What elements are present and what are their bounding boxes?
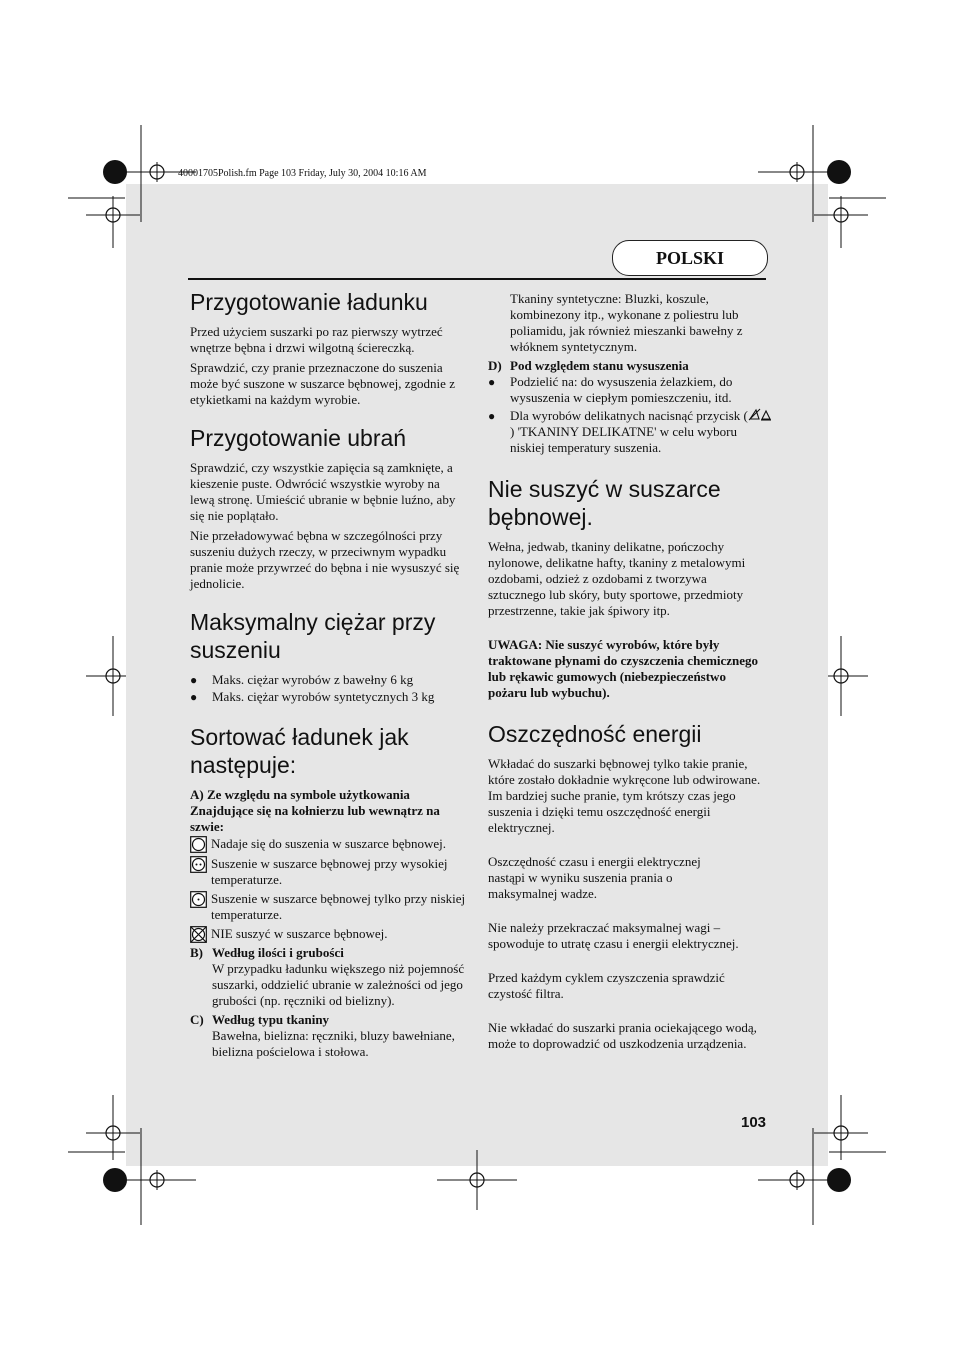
subheading-a: A) Ze względu na symbole użytkowania Znajdujące się na kołnierzu lub wewnątrz na szwie: — [190, 787, 440, 834]
care-symbol-row — [190, 891, 466, 923]
paragraph: Sprawdzić, czy pranie przeznaczone do suszenia może być suszone w suszarce bębnowej, zgodnie z etykietkami na każdym wyrobie. — [190, 360, 455, 407]
tumble-dry-low-icon — [190, 891, 207, 908]
language-badge: POLSKI — [612, 240, 768, 276]
list-item-text: Maks. ciężar wyrobów z bawełny 6 kg — [212, 672, 414, 687]
paragraph: Przed każdym cyklem czyszczenia sprawdzić czystość filtra. — [488, 970, 725, 1001]
section-title-load-prep: Przygotowanie ładunku — [190, 289, 428, 315]
warning-text: UWAGA: Nie suszyć wyrobów, które były traktowane płynami do czyszczenia chemicznego lub rękawic gumowych (niebezpieczeństwo pożaru lub wybuchu). — [488, 637, 759, 700]
paragraph: Nie należy przekraczać maksymalnej wagi – spowoduje to utratę czasu i energii elektrycznej. — [488, 920, 739, 951]
list-item — [190, 689, 466, 705]
care-symbol-text: Suszenie w suszarce bębnowej przy wysokiej temperaturze. — [211, 856, 448, 887]
subsection-label: B) — [190, 945, 203, 960]
tumble-dry-icon — [190, 836, 207, 853]
subsection-label: D) — [488, 358, 502, 373]
left-column — [190, 282, 466, 1060]
bullet-icon: ● — [190, 673, 198, 687]
care-symbol-text: NIE suszyć w suszarce bębnowej. — [211, 926, 388, 941]
subsection-d — [488, 358, 772, 374]
subsection-heading: Według typu tkaniny — [212, 1012, 330, 1027]
list-item — [190, 672, 466, 688]
care-symbol-row — [190, 836, 466, 853]
bullet-icon: ● — [488, 375, 496, 389]
care-symbol-text: Suszenie w suszarce bębnowej tylko przy niskiej temperaturze. — [211, 891, 466, 922]
paragraph: Nie wkładać do suszarki prania ociekającego wodą, może to doprowadzić od uszkodzenia urządzenia. — [488, 1020, 757, 1051]
paragraph-continued: Tkaniny syntetyczne: Bluzki, koszule, kombinezony itp., wykonane z poliestru lub poliamidu, jak również mieszanki bawełny z włóknem syntetycznym. — [510, 291, 743, 354]
list-item-text — [510, 408, 772, 456]
care-symbol-text: Nadaje się do suszenia w suszarce bębnowej. — [211, 836, 446, 851]
list-item-text: Maks. ciężar wyrobów syntetycznych 3 kg — [212, 689, 435, 704]
section-title-clothes-prep: Przygotowanie ubrań — [190, 425, 407, 451]
no-tumble-dry-icon — [190, 926, 207, 943]
paragraph: Oszczędność czasu i energii elektrycznej nastąpi w wyniku suszenia prania o maksymalnej wadze. — [488, 854, 701, 901]
file-info: 40001705Polish.fm Page 103 Friday, July 30, 2004 10:16 AM — [178, 168, 427, 179]
list-item-text: Podzielić na: do wysuszenia żelazkiem, do wysuszenia w ciepłym pomieszczeniu, itd. — [510, 374, 733, 405]
subsection-heading: Według ilości i grubości — [212, 945, 344, 960]
right-column — [488, 282, 772, 1052]
subsection-text: Bawełna, bielizna: ręczniki, bluzy bawełniane, bielizna pościelowa i stołowa. — [212, 1028, 455, 1059]
section-title-sort-load: Sortować ładunek jak następuje: — [190, 724, 409, 778]
paragraph: Przed użyciem suszarki po raz pierwszy wytrzeć wnętrze bębna i drzwi wilgotną ściereczką. — [190, 324, 443, 355]
subsection-b — [190, 945, 466, 1009]
subsection-heading: Pod względem stanu wysuszenia — [510, 358, 689, 373]
page-number: 103 — [741, 1114, 767, 1131]
header-rule — [188, 278, 766, 280]
list-item-text-part: Dla wyrobów delikatnych nacisnąć przycisk ( — [510, 408, 748, 423]
section-title-max-weight: Maksymalny ciężar przy suszeniu — [190, 609, 436, 663]
subsection-label: C) — [190, 1012, 204, 1027]
bullet-icon: ● — [190, 690, 198, 704]
list-item — [488, 408, 772, 456]
paragraph: Sprawdzić, czy wszystkie zapięcia są zamknięte, a kieszenie puste. Odwrócić wszystkie wyroby na lewą stronę. Umieścić ubranie w bębnie luźno, aby się nie poplątało. — [190, 460, 456, 523]
subsection-text: W przypadku ładunku większego niż pojemność suszarki, oddzielić ubranie w zależności od jego grubości (np. ręczniki od bielizny). — [212, 961, 465, 1008]
section-title-do-not-dry: Nie suszyć w suszarce bębnowej. — [488, 476, 721, 530]
tumble-dry-high-icon — [190, 856, 207, 873]
paragraph: Nie przeładowywać bębna w szczególności przy suszeniu dużych rzeczy, w przeciwnym wypadku pranie może przywrzeć do bębna i nie wysuszyć się jednolicie. — [190, 528, 460, 591]
paragraph: Wkładać do suszarki bębnowej tylko takie pranie, które zostało dokładnie wykręcone lub odwirowane. Im bardziej suche pranie, tym krótszy czas jego suszenia i dzięki temu oszczędność energii elektrycznej. — [488, 756, 761, 835]
subsection-c — [190, 1012, 466, 1060]
list-item-text-part: ) 'TKANINY DELIKATNE' w celu wyboru niskiej temperatury suszenia. — [510, 424, 737, 455]
delicate-button-icon — [748, 408, 772, 421]
list-item — [488, 374, 772, 406]
bullet-icon: ● — [488, 409, 496, 423]
care-symbol-row — [190, 856, 466, 888]
section-title-energy-saving: Oszczędność energii — [488, 721, 702, 747]
paragraph: Wełna, jedwab, tkaniny delikatne, pończochy nylonowe, delikatne hafty, tkaniny z metalowymi ozdobami, odzież z ozdobami z tworzywa sztucznego lub skóry, buty sportowe, przedmioty przestrzenne, takie jak śpiwory itp. — [488, 539, 746, 618]
care-symbol-row — [190, 926, 466, 943]
